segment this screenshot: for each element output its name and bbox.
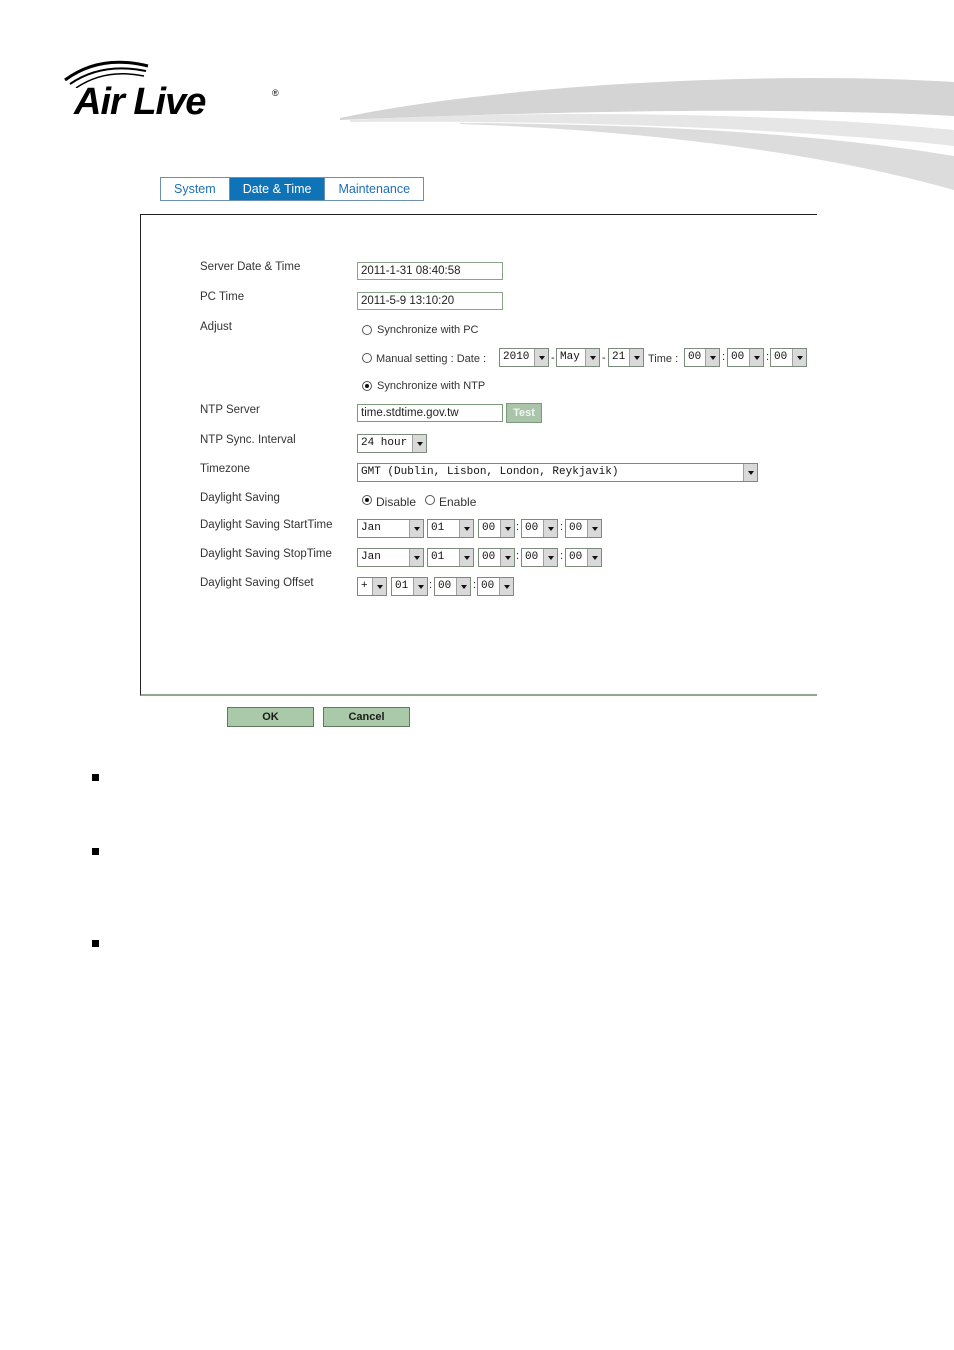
chevron-down-icon	[459, 520, 473, 537]
bullet-marker	[92, 940, 99, 947]
ds-offset-sign-value: +	[361, 580, 368, 592]
ok-button[interactable]: OK	[227, 707, 314, 727]
date-separator: -	[551, 352, 555, 364]
manual-setting-label: Manual setting : Date :	[376, 353, 487, 365]
ds-start-hour-value: 00	[482, 522, 496, 534]
chevron-down-icon	[500, 520, 514, 537]
ds-stop-minute-value: 00	[525, 551, 539, 563]
time-separator: :	[560, 550, 564, 562]
ds-stop-month-value: Jan	[361, 551, 381, 563]
ds-stop-day-value: 01	[431, 551, 445, 563]
ntp-server-label: NTP Server	[200, 404, 260, 416]
ntp-interval-label: NTP Sync. Interval	[200, 434, 296, 446]
time-separator: :	[516, 550, 520, 562]
chevron-down-icon	[543, 520, 557, 537]
chevron-down-icon	[792, 349, 806, 366]
ds-offset-second-value: 00	[481, 580, 495, 592]
chevron-down-icon	[372, 578, 386, 595]
ds-offset-hour-value: 01	[395, 580, 409, 592]
ds-offset-minute-select[interactable]	[434, 577, 471, 596]
ds-stop-second-select[interactable]	[565, 548, 602, 567]
time-separator: :	[722, 351, 726, 363]
sync-pc-label: Synchronize with PC	[377, 324, 479, 336]
ds-start-month-select[interactable]	[357, 519, 424, 538]
time-separator: :	[473, 579, 477, 591]
ds-stop-hour-value: 00	[482, 551, 496, 563]
ds-offset-label: Daylight Saving Offset	[200, 577, 314, 589]
ds-stop-second-value: 00	[569, 551, 583, 563]
chevron-down-icon	[585, 349, 599, 366]
timezone-value: GMT (Dublin, Lisbon, London, Reykjavik)	[361, 466, 619, 478]
tab-date-time[interactable]: Date & Time	[230, 178, 326, 200]
time-second-value: 00	[774, 351, 788, 363]
header-swoosh-graphic	[340, 76, 954, 196]
ds-start-label: Daylight Saving StartTime	[200, 519, 333, 531]
time-separator: :	[516, 521, 520, 533]
ds-start-hour-select[interactable]	[478, 519, 515, 538]
date-month-select[interactable]	[556, 348, 600, 367]
ds-start-second-value: 00	[569, 522, 583, 534]
time-hour-value: 00	[688, 351, 702, 363]
chevron-down-icon	[459, 549, 473, 566]
date-day-value: 21	[612, 351, 626, 363]
daylight-saving-label: Daylight Saving	[200, 492, 280, 504]
date-month-value: May	[560, 351, 580, 363]
ds-start-minute-value: 00	[525, 522, 539, 534]
ds-offset-minute-value: 00	[438, 580, 452, 592]
chevron-down-icon	[543, 549, 557, 566]
bullet-marker	[92, 848, 99, 855]
sync-ntp-radio[interactable]	[362, 381, 372, 391]
ds-stop-day-select[interactable]	[427, 548, 474, 567]
time-second-select[interactable]	[770, 348, 807, 367]
ds-offset-hour-select[interactable]	[391, 577, 428, 596]
ds-offset-second-select[interactable]	[477, 577, 514, 596]
adjust-label: Adjust	[200, 321, 232, 333]
timezone-select[interactable]	[357, 463, 758, 482]
ds-start-day-value: 01	[431, 522, 445, 534]
ds-start-month-value: Jan	[361, 522, 381, 534]
chevron-down-icon	[705, 349, 719, 366]
chevron-down-icon	[456, 578, 470, 595]
logo-wordmark: Air Live	[74, 81, 206, 123]
chevron-down-icon	[499, 578, 513, 595]
sync-ntp-label: Synchronize with NTP	[377, 380, 486, 392]
manual-setting-radio[interactable]	[362, 353, 372, 363]
chevron-down-icon	[534, 349, 548, 366]
pc-time-field[interactable]: 2011-5-9 13:10:20	[357, 292, 503, 310]
daylight-disable-radio[interactable]	[362, 495, 372, 505]
time-hour-select[interactable]	[684, 348, 720, 367]
ds-start-day-select[interactable]	[427, 519, 474, 538]
pc-time-label: PC Time	[200, 291, 245, 303]
time-minute-value: 00	[731, 351, 745, 363]
chevron-down-icon	[500, 549, 514, 566]
time-separator: :	[560, 521, 564, 533]
date-year-select[interactable]	[499, 348, 549, 367]
sync-pc-radio[interactable]	[362, 325, 372, 335]
chevron-down-icon	[743, 464, 757, 481]
ntp-interval-select[interactable]	[357, 434, 427, 453]
time-label: Time :	[648, 353, 679, 365]
date-day-select[interactable]	[608, 348, 644, 367]
date-time-panel	[140, 214, 817, 696]
ds-start-second-select[interactable]	[565, 519, 602, 538]
ds-start-minute-select[interactable]	[521, 519, 558, 538]
ds-stop-minute-select[interactable]	[521, 548, 558, 567]
settings-tabs	[160, 177, 424, 201]
server-datetime-label: Server Date & Time	[200, 261, 301, 273]
date-year-value: 2010	[503, 351, 530, 363]
chevron-down-icon	[749, 349, 763, 366]
time-separator: :	[429, 579, 433, 591]
ds-stop-label: Daylight Saving StopTime	[200, 548, 332, 560]
logo-registered-mark: ®	[272, 88, 279, 98]
tab-system[interactable]: System	[161, 178, 230, 200]
bullet-marker	[92, 774, 99, 781]
chevron-down-icon	[413, 578, 427, 595]
ntp-test-button[interactable]: Test	[506, 403, 542, 423]
daylight-disable-label: Disable	[376, 495, 417, 509]
time-minute-select[interactable]	[727, 348, 764, 367]
date-separator: -	[602, 352, 606, 364]
chevron-down-icon	[587, 520, 601, 537]
tab-maintenance[interactable]: Maintenance	[325, 178, 423, 200]
daylight-enable-label: Enable	[439, 495, 477, 509]
chevron-down-icon	[409, 520, 423, 537]
server-datetime-field[interactable]: 2011-1-31 08:40:58	[357, 262, 503, 280]
cancel-button[interactable]: Cancel	[323, 707, 410, 727]
airlive-logo	[60, 58, 290, 128]
chevron-down-icon	[587, 549, 601, 566]
chevron-down-icon	[409, 549, 423, 566]
ntp-server-input[interactable]: time.stdtime.gov.tw	[357, 404, 503, 422]
timezone-label: Timezone	[200, 463, 251, 475]
ds-stop-hour-select[interactable]	[478, 548, 515, 567]
ntp-interval-value: 24 hour	[361, 437, 408, 449]
daylight-enable-radio[interactable]	[425, 495, 435, 505]
chevron-down-icon	[629, 349, 643, 366]
chevron-down-icon	[412, 435, 426, 452]
ds-stop-month-select[interactable]	[357, 548, 424, 567]
ds-offset-sign-select[interactable]	[357, 577, 387, 596]
time-separator: :	[766, 351, 770, 363]
